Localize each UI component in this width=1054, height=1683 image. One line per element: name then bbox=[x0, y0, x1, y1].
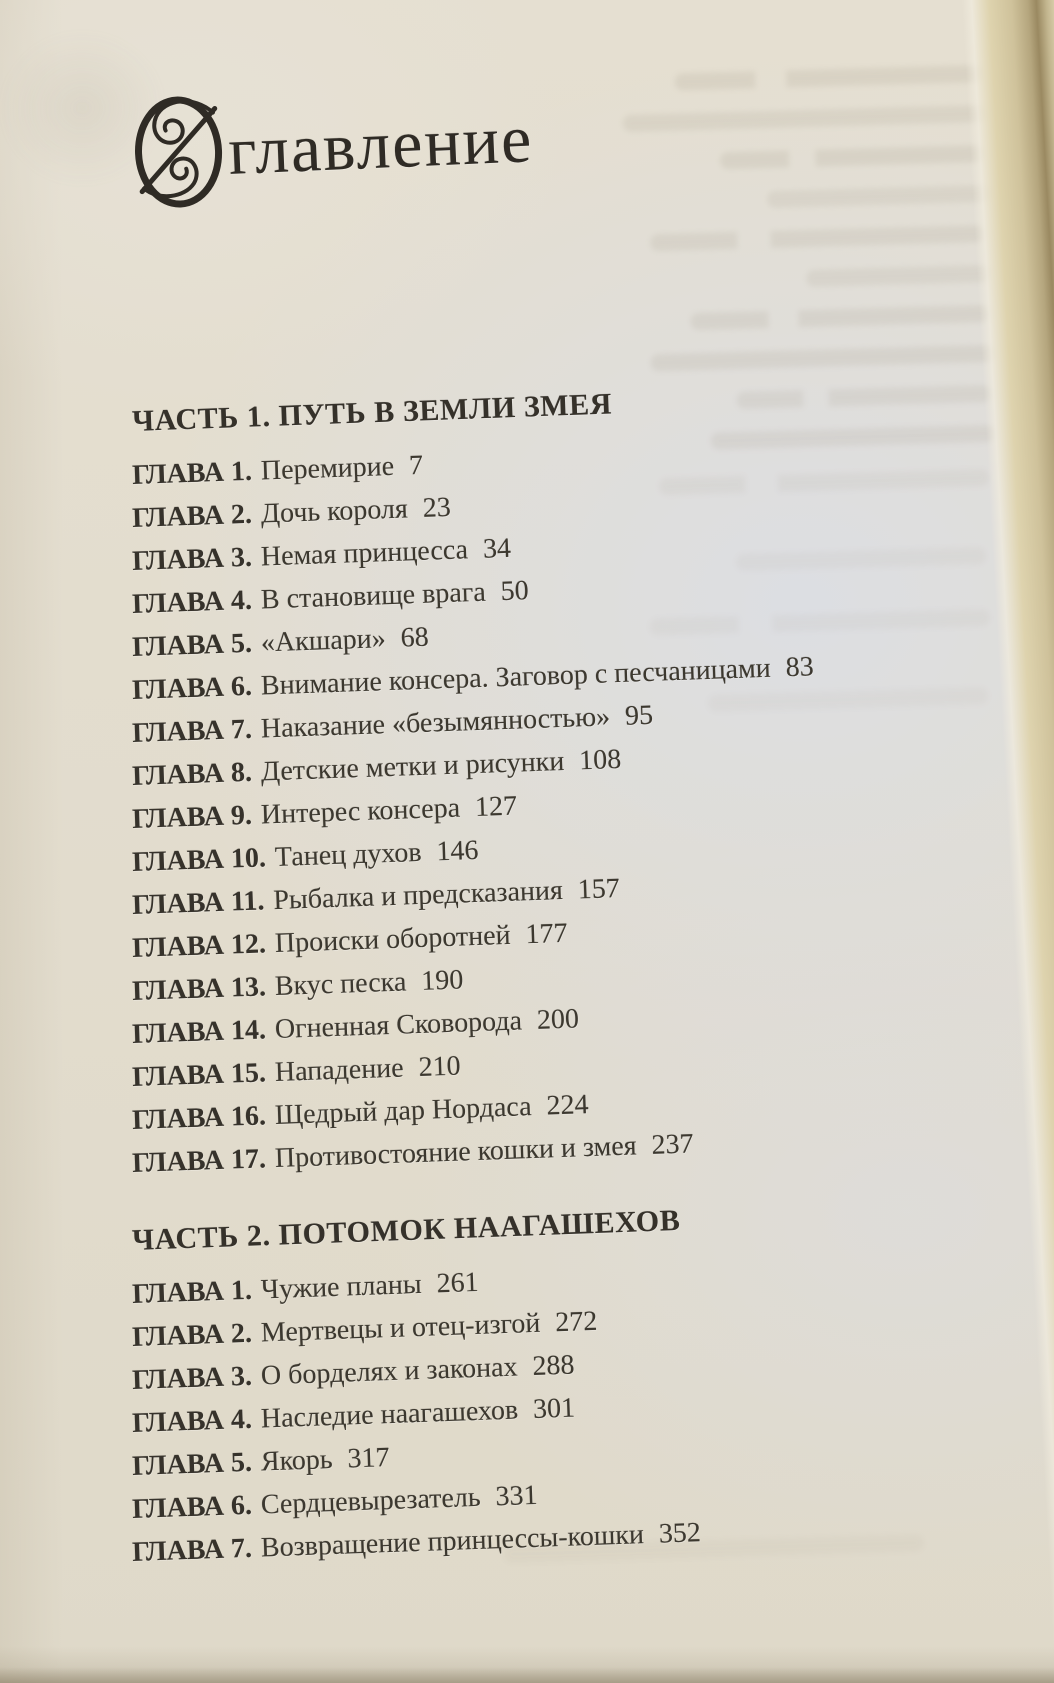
chapter-label: ГЛАВА 3. bbox=[131, 541, 253, 578]
chapter-title: Внимание консера. Заговор с песчаницами bbox=[260, 652, 772, 702]
page-title-text: главление bbox=[226, 100, 535, 189]
chapter-page-number: 7 bbox=[408, 449, 424, 482]
chapter-page-number: 237 bbox=[651, 1128, 695, 1161]
chapter-page-number: 68 bbox=[400, 621, 430, 654]
chapter-title: Танец духов bbox=[274, 836, 423, 874]
chapter-title: Интерес консера bbox=[260, 792, 461, 831]
chapter-label: ГЛАВА 3. bbox=[131, 1360, 253, 1397]
chapter-label: ГЛАВА 13. bbox=[131, 971, 267, 1008]
chapter-title: О борделях и законах bbox=[260, 1351, 519, 1392]
chapter-label: ГЛАВА 15. bbox=[131, 1057, 267, 1094]
chapter-label: ГЛАВА 7. bbox=[131, 713, 253, 750]
chapter-label: ГЛАВА 9. bbox=[131, 799, 253, 836]
chapter-page-number: 157 bbox=[577, 872, 621, 906]
chapter-page-number: 272 bbox=[554, 1305, 598, 1339]
chapter-title: Нападение bbox=[274, 1052, 405, 1089]
chapter-page-number: 261 bbox=[436, 1266, 480, 1300]
toc-part bbox=[131, 1203, 1023, 1574]
chapter-label: ГЛАВА 16. bbox=[131, 1100, 267, 1137]
chapter-label: ГЛАВА 14. bbox=[131, 1014, 267, 1051]
chapter-page-number: 127 bbox=[474, 790, 518, 824]
toc-part-heading: ЧАСТЬ 1. ПУТЬ В ЗЕМЛИ ЗМЕЯ bbox=[131, 387, 613, 439]
chapter-label: ГЛАВА 4. bbox=[131, 1403, 253, 1440]
chapter-title: Перемирие bbox=[260, 450, 395, 487]
chapter-label: ГЛАВА 8. bbox=[131, 756, 253, 793]
chapter-title: Детские метки и рисунки bbox=[260, 745, 565, 788]
toc-part bbox=[131, 387, 1023, 1185]
chapter-title: Чужие планы bbox=[260, 1268, 423, 1306]
chapter-title: Щедрый дар Нордаса bbox=[274, 1091, 533, 1132]
chapter-page-number: 34 bbox=[482, 532, 512, 565]
chapter-label: ГЛАВА 1. bbox=[131, 1274, 253, 1311]
chapter-title: «Акшари» bbox=[260, 623, 387, 659]
chapter-label: ГЛАВА 4. bbox=[131, 584, 253, 621]
toc-part-rows bbox=[131, 449, 1023, 1185]
chapter-label: ГЛАВА 7. bbox=[131, 1532, 253, 1569]
chapter-label: ГЛАВА 10. bbox=[131, 842, 267, 879]
chapter-title: Якорь bbox=[260, 1444, 334, 1478]
chapter-title: Немая принцесса bbox=[260, 534, 469, 573]
chapter-label: ГЛАВА 5. bbox=[131, 1446, 253, 1483]
chapter-title: Сердцевырезатель bbox=[260, 1481, 482, 1521]
chapter-label: ГЛАВА 5. bbox=[131, 627, 253, 664]
chapter-page-number: 317 bbox=[347, 1442, 391, 1475]
chapter-title: В становище врага bbox=[260, 576, 487, 616]
chapter-title: Наказание «безымянностью» bbox=[260, 701, 611, 745]
chapter-page-number: 83 bbox=[785, 651, 815, 684]
toc-part-heading: ЧАСТЬ 2. ПОТОМОК НААГАШЕХОВ bbox=[131, 1203, 681, 1258]
chapter-title: Наследие наагашехов bbox=[260, 1394, 519, 1435]
chapter-page-number: 224 bbox=[546, 1089, 590, 1122]
chapter-page-number: 200 bbox=[536, 1003, 580, 1036]
chapter-page-number: 95 bbox=[624, 699, 654, 732]
chapter-label: ГЛАВА 12. bbox=[131, 928, 267, 965]
chapter-page-number: 50 bbox=[500, 575, 530, 608]
chapter-title: Огненная Сковорода bbox=[274, 1005, 523, 1046]
chapter-page-number: 331 bbox=[495, 1479, 539, 1513]
chapter-page-number: 146 bbox=[435, 834, 480, 868]
toc-parts bbox=[131, 387, 1023, 1574]
chapter-page-number: 352 bbox=[658, 1517, 702, 1550]
chapter-page-number: 177 bbox=[525, 917, 569, 951]
chapter-title: Вкус песка bbox=[274, 966, 407, 1003]
ornamental-initial-icon bbox=[128, 88, 229, 212]
chapter-label: ГЛАВА 2. bbox=[131, 498, 253, 535]
toc-part-rows bbox=[131, 1266, 1023, 1574]
chapter-title: Происки оборотней bbox=[274, 919, 512, 960]
chapter-page-number: 23 bbox=[422, 491, 452, 524]
chapter-label: ГЛАВА 1. bbox=[131, 455, 253, 492]
chapter-label: ГЛАВА 11. bbox=[131, 885, 265, 922]
chapter-title: Рыбалка и предсказания bbox=[272, 874, 564, 917]
chapter-title: Возвращение принцессы-кошки bbox=[260, 1519, 645, 1564]
chapter-page-number: 210 bbox=[418, 1050, 462, 1084]
chapter-page-number: 190 bbox=[420, 964, 464, 997]
chapter-title: Дочь короля bbox=[260, 493, 409, 530]
chapter-page-number: 108 bbox=[578, 743, 622, 777]
chapter-page-number: 288 bbox=[531, 1349, 576, 1383]
chapter-title: Противостояние кошки и змея bbox=[274, 1130, 638, 1175]
chapter-label: ГЛАВА 6. bbox=[131, 670, 253, 707]
chapter-page-number: 301 bbox=[532, 1392, 576, 1426]
chapter-label: ГЛАВА 6. bbox=[131, 1489, 253, 1526]
chapter-label: ГЛАВА 2. bbox=[131, 1317, 253, 1354]
chapter-label: ГЛАВА 17. bbox=[131, 1143, 267, 1180]
toc-content bbox=[133, 92, 1023, 1574]
chapter-title: Мертвецы и отец-изгой bbox=[260, 1307, 541, 1349]
